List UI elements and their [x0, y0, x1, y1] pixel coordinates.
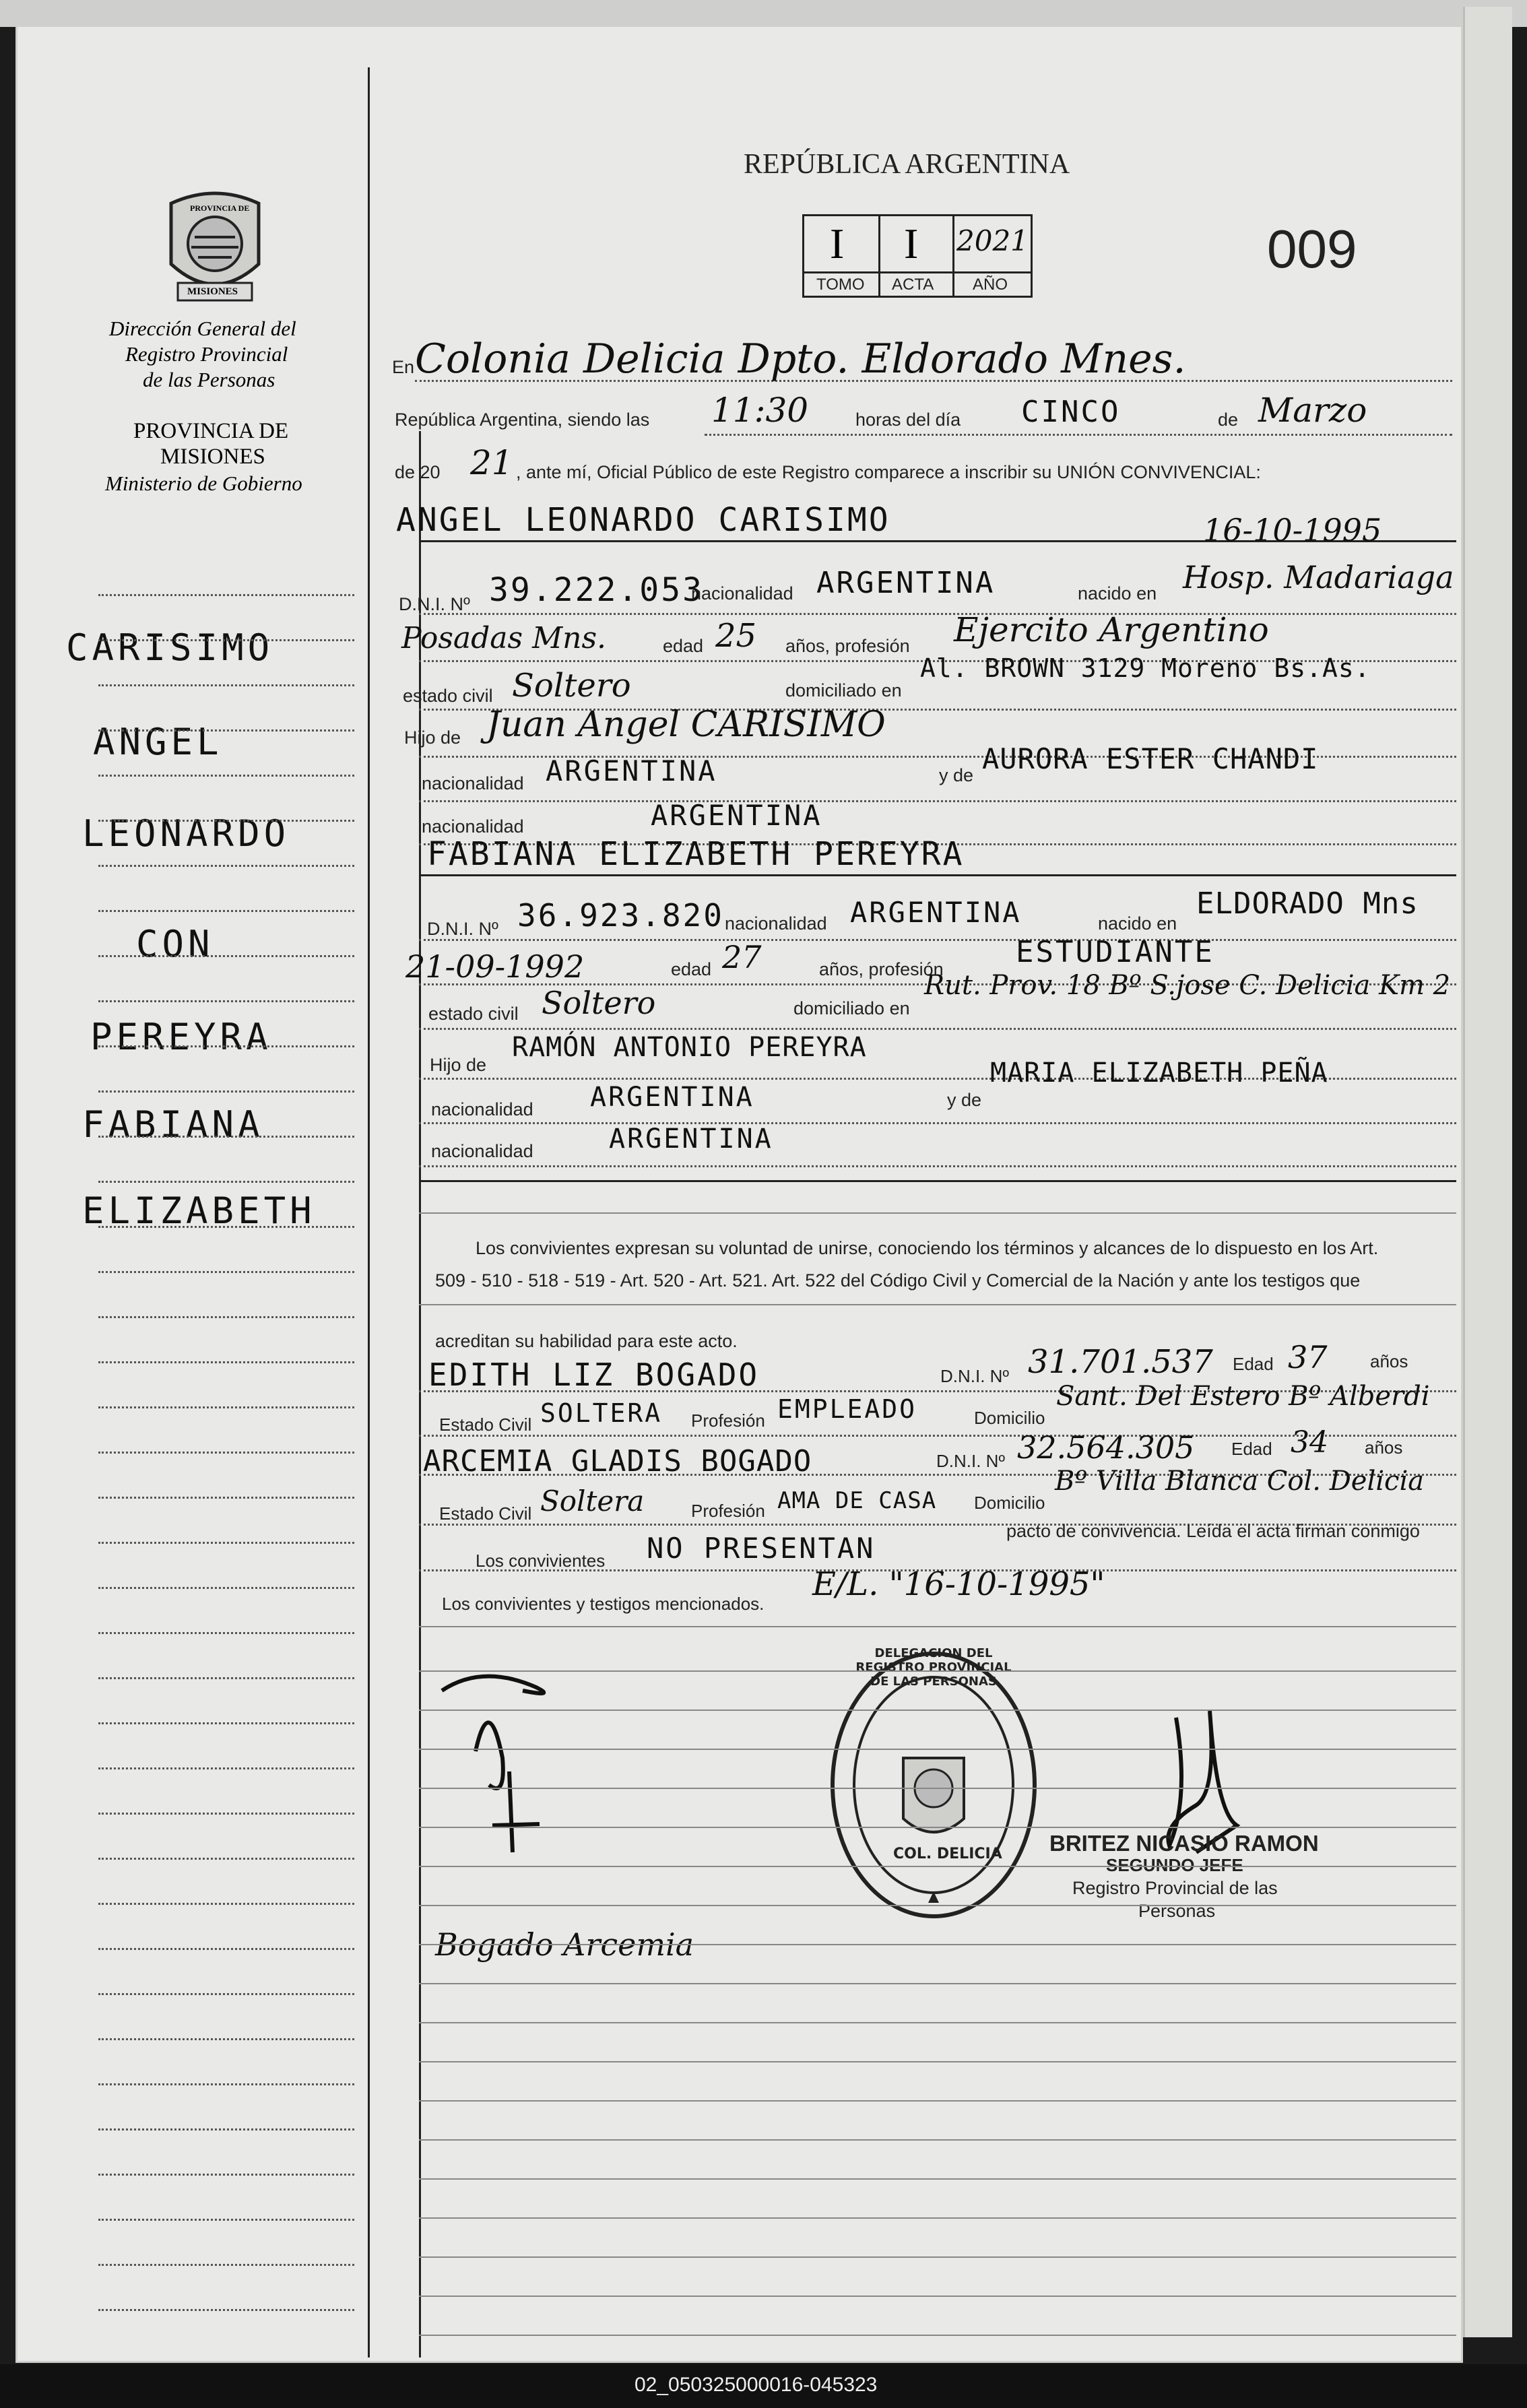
margin-line: [98, 1948, 354, 1950]
margin-note: FABIANA: [82, 1103, 264, 1146]
p2-y-de-label: y de: [947, 1090, 982, 1110]
official-office-2: Personas: [1138, 1901, 1216, 1921]
p2-hijo-label: Hijo de: [430, 1055, 487, 1075]
delegation-stamp: [819, 1644, 1048, 1926]
signature-line: [419, 1866, 1456, 1867]
w2-dni-value: 32.564.305: [1017, 1429, 1195, 1466]
province-line-1: PROVINCIA DE: [133, 419, 289, 443]
crest-top-text: PROVINCIA DE: [190, 203, 250, 213]
closing-line-2: [419, 1626, 1456, 1627]
p2-mother-nac-label: nacionalidad: [431, 1141, 533, 1161]
margin-line: [98, 1632, 354, 1634]
p1-age-value: 25: [715, 617, 757, 655]
intro-line-2: [705, 434, 1452, 436]
stamp-ring-text: DELEGACION DEL REGISTRO PROVINCIAL DE LAS PERSONAS: [855, 1646, 1012, 1689]
margin-line: [98, 1767, 354, 1769]
signature-line: [419, 2061, 1456, 2062]
legal-line-2: 509 - 510 - 518 - 519 - Art. 520 - Art. 521. Art. 522 del Código Civil y Comercial de la Nación y ante los testigos que: [435, 1270, 1361, 1291]
margin-line: [98, 1271, 354, 1273]
p1-father-nac-value: ARGENTINA: [546, 754, 717, 787]
p1-born-place-2: Posadas Mns.: [401, 621, 607, 655]
margin-line: [98, 2219, 354, 2221]
pact-value: NO PRESENTAN: [647, 1532, 876, 1565]
anio-value: 2021: [956, 224, 1029, 257]
official-name: BRITEZ NICASIO RAMON: [1049, 1831, 1319, 1856]
p2-dni-value: 36.923.820: [517, 897, 724, 934]
ministry-line: Ministerio de Gobierno: [105, 471, 302, 495]
signature-line: [419, 1710, 1456, 1711]
w1-anos-label: años: [1370, 1351, 1408, 1371]
p1-mother-value: AURORA ESTER CHANDI: [982, 742, 1319, 775]
margin-line: [98, 729, 354, 731]
w1-dni-label: D.N.I. Nº: [940, 1366, 1009, 1386]
p1-y-de-label: y de: [939, 765, 974, 785]
signature-line: [419, 1905, 1456, 1906]
signature-line: [419, 2022, 1456, 2023]
margin-line: [98, 1858, 354, 1860]
w2-dni-label: D.N.I. Nº: [936, 1451, 1005, 1471]
p2-age-value: 27: [722, 939, 762, 975]
person1-name: ANGEL LEONARDO CARISIMO: [396, 501, 890, 539]
witness2-name: ARCEMIA GLADIS BOGADO: [423, 1444, 812, 1478]
w2-anos-label: años: [1365, 1437, 1403, 1458]
p1-father-nac-label: nacionalidad: [422, 773, 524, 793]
firman-label: Los convivientes y testigos mencionados.: [442, 1594, 765, 1614]
de-label: de: [1218, 410, 1239, 430]
p2-father-nac-label: nacionalidad: [431, 1099, 533, 1119]
margin-line: [98, 1903, 354, 1905]
p1-nac-label: nacionalidad: [691, 583, 793, 604]
w1-civil-value: SOLTERA: [540, 1398, 663, 1428]
margin-line: [98, 2174, 354, 2176]
w1-prof-label: Profesión: [691, 1410, 765, 1431]
w1-civil-label: Estado Civil: [439, 1414, 532, 1435]
p1-mother-nac-label: nacionalidad: [422, 816, 524, 837]
margin-line: [98, 1993, 354, 1995]
p1-father-value: Juan Angel CARISIMO: [486, 705, 886, 745]
anio-label: AÑO: [973, 275, 1008, 294]
pact-text: pacto de convivencia. Leída el acta firman conmigo: [1006, 1521, 1420, 1541]
left-column-rule: [368, 67, 370, 2357]
margin-line: [98, 639, 354, 641]
margin-line: [98, 955, 354, 957]
p2-mother-value: MARIA ELIZABETH PEÑA: [990, 1057, 1328, 1088]
margin-note: CON: [136, 923, 214, 965]
p2-born-place: ELDORADO Mns: [1196, 886, 1419, 921]
w2-dom-value: Bº Villa Blanca Col. Delicia: [1055, 1466, 1425, 1497]
w2-civil-value: Soltera: [540, 1485, 645, 1518]
margin-note: ANGEL: [93, 721, 223, 763]
signature-line: [419, 2217, 1456, 2219]
p1-hijo-label: Hijo de: [404, 727, 461, 748]
scan-footer: [0, 2364, 1527, 2408]
p1-prof-label: años, profesión: [785, 636, 910, 656]
agency-line-2: Registro Provincial: [125, 342, 288, 366]
w1-dom-label: Domicilio: [974, 1408, 1045, 1428]
hours-label: horas del día: [855, 410, 961, 430]
agency-line-1: Dirección General del: [109, 317, 296, 340]
margin-line: [98, 1406, 354, 1408]
w1-dni-value: 31.701.537: [1028, 1343, 1213, 1381]
acta-value: I: [904, 220, 919, 267]
p1-born-label: nacido en: [1078, 583, 1157, 604]
file-id: 02_050325000016-045323: [635, 2374, 878, 2396]
signature-line: [419, 2100, 1456, 2102]
signature-line: [419, 1983, 1456, 1984]
person2-end-divider: [419, 1180, 1456, 1182]
p2-dni-label: D.N.I. Nº: [427, 919, 498, 939]
margin-line: [98, 865, 354, 867]
margin-line: [98, 1136, 354, 1138]
p1-nac-value: ARGENTINA: [816, 566, 996, 600]
province-crest-icon: [158, 183, 272, 311]
country-heading: REPÚBLICA ARGENTINA: [744, 149, 1070, 180]
p2-nac-value: ARGENTINA: [850, 896, 1022, 929]
signature-mark-1: [422, 1650, 597, 1866]
conv-label: Los convivientes: [476, 1551, 606, 1571]
person2-name: FABIANA ELIZABETH PEREYRA: [427, 835, 965, 873]
person2-divider: [419, 874, 1456, 876]
p1-civil-value: Soltero: [512, 667, 631, 705]
p1-age-label: edad: [663, 636, 704, 656]
correction-note: E/L. "16-10-1995": [812, 1565, 1105, 1603]
signature-line: [419, 2296, 1456, 2297]
crest-bottom-text: MISIONES: [187, 286, 238, 297]
p2-born-date: 21-09-1992: [405, 948, 585, 985]
margin-line: [98, 684, 354, 686]
signature-line: [419, 2139, 1456, 2141]
margin-note: CARISIMO: [66, 626, 274, 669]
margin-line: [98, 775, 354, 777]
margin-line: [98, 594, 354, 596]
w2-civil-label: Estado Civil: [439, 1503, 532, 1524]
w1-prof-value: EMPLEADO: [777, 1394, 917, 1424]
republic-label: República Argentina, siendo las: [395, 410, 650, 430]
margin-line: [98, 1226, 354, 1228]
p2-line-5: [419, 1122, 1456, 1124]
legal-rule-1: [419, 1304, 1456, 1305]
agency-line-3: de las Personas: [143, 368, 275, 391]
legal-top-rule: [419, 1212, 1456, 1214]
margin-line: [98, 1181, 354, 1183]
p2-line-1: [419, 939, 1456, 941]
p1-born-place: Hosp. Madariaga: [1183, 559, 1454, 595]
year-prefix: de 20: [395, 462, 441, 482]
stamp-center-text: COL. DELICIA: [893, 1846, 1002, 1862]
record-number: 009: [1267, 219, 1357, 279]
signature-line: [419, 2178, 1456, 2180]
margin-line: [98, 2128, 354, 2130]
p2-nac-label: nacionalidad: [725, 913, 827, 934]
tomo-label: TOMO: [816, 275, 865, 294]
signature-line: [419, 2335, 1456, 2336]
p1-line-5: [419, 800, 1456, 802]
p2-father-value: RAMÓN ANTONIO PEREYRA: [512, 1032, 867, 1063]
w1-age-value: 37: [1288, 1339, 1328, 1375]
p2-civil-value: Soltero: [542, 985, 656, 1021]
official-office-1: Registro Provincial de las: [1072, 1878, 1278, 1898]
p1-dni-label: D.N.I. Nº: [399, 594, 470, 614]
compare-text: , ante mí, Oficial Público de este Registro comparece a inscribir su UNIÓN CONVIVENCIAL:: [516, 462, 1261, 482]
p2-line-3: [419, 1028, 1456, 1030]
margin-line: [98, 2264, 354, 2266]
signature-line: [419, 1670, 1456, 1672]
p1-dom-value: Al. BROWN 3129 Moreno Bs.As.: [920, 653, 1371, 683]
p2-prof-value: ESTUDIANTE: [1016, 935, 1214, 969]
w1-dom-value: Sant. Del Estero Bº Alberdi: [1056, 1381, 1430, 1412]
margin-line: [98, 1587, 354, 1589]
margin-line: [98, 1452, 354, 1454]
witness-signature: Bogado Arcemia: [435, 1926, 694, 1963]
province-line-2: MISIONES: [160, 445, 265, 469]
margin-note: LEONARDO: [82, 812, 290, 855]
witness1-name: EDITH LIZ BOGADO: [428, 1357, 760, 1393]
p2-age-label: edad: [671, 959, 712, 979]
margin-line: [98, 2083, 354, 2085]
p2-dom-value: Rut. Prov. 18 Bº S.jose C. Delicia Km 2: [924, 970, 1451, 1001]
margin-line: [98, 1677, 354, 1679]
w2-age-value: 34: [1291, 1425, 1328, 1460]
en-label: En: [392, 357, 415, 377]
p2-prof-label: años, profesión: [819, 959, 944, 979]
p1-dom-label: domiciliado en: [785, 680, 902, 701]
p2-line-6: [419, 1165, 1456, 1167]
scan-background-top: [0, 0, 1527, 27]
p2-mother-nac-value: ARGENTINA: [609, 1124, 773, 1154]
p2-born-label: nacido en: [1098, 913, 1177, 934]
page-edge: [1463, 7, 1512, 2337]
p1-born-date: 16-10-1995: [1203, 512, 1382, 548]
w2-prof-value: AMA DE CASA: [777, 1487, 937, 1514]
p1-line-1: [419, 613, 1456, 615]
w2-prof-label: Profesión: [691, 1501, 765, 1521]
acta-label: ACTA: [892, 275, 934, 294]
signature-line: [419, 1827, 1456, 1828]
tomo-value: I: [830, 220, 845, 267]
w2-edad-label: Edad: [1231, 1439, 1272, 1459]
legal-line-3: acreditan su habilidad para este acto.: [435, 1331, 738, 1351]
signature-line: [419, 1749, 1456, 1750]
margin-note: PEREYRA: [90, 1016, 272, 1058]
margin-line: [98, 1722, 354, 1724]
margin-line: [98, 1813, 354, 1815]
year-value: 21: [470, 443, 513, 482]
p1-mother-nac-value: ARGENTINA: [651, 799, 822, 832]
margin-line: [98, 1361, 354, 1363]
day-value: CINCO: [1021, 395, 1121, 429]
w2-dom-label: Domicilio: [974, 1493, 1045, 1513]
p2-father-nac-value: ARGENTINA: [590, 1082, 754, 1113]
margin-line: [98, 820, 354, 822]
place-value: Colonia Delicia Dpto. Eldorado Mnes.: [415, 335, 1186, 383]
legal-line-1: Los convivientes expresan su voluntad de unirse, conociendo los términos y alcances de lo dispuesto en los Art.: [476, 1238, 1379, 1258]
p1-civil-label: estado civil: [403, 686, 493, 706]
margin-line: [98, 1542, 354, 1544]
margin-line: [98, 2309, 354, 2311]
w1-edad-label: Edad: [1233, 1354, 1274, 1374]
p2-dom-label: domiciliado en: [793, 998, 910, 1018]
margin-line: [98, 1091, 354, 1093]
month-value: Marzo: [1258, 391, 1367, 430]
margin-line: [98, 2038, 354, 2040]
inner-column-rule: [419, 431, 421, 2357]
margin-line: [98, 1000, 354, 1002]
official-title: SEGUNDO JEFE: [1106, 1855, 1243, 1875]
margin-line: [98, 1497, 354, 1499]
margin-line: [98, 1316, 354, 1318]
margin-line: [98, 910, 354, 912]
signature-line: [419, 2256, 1456, 2258]
p1-prof-value: Ejercito Argentino: [954, 610, 1269, 649]
p1-dni-value: 39.222.053: [489, 571, 704, 609]
tomo-acta-anio-box: [802, 214, 1033, 298]
margin-note: ELIZABETH: [82, 1190, 316, 1232]
registry-form-sheet: [18, 27, 1461, 2361]
signature-line: [419, 1788, 1456, 1789]
p2-civil-label: estado civil: [428, 1004, 519, 1024]
signature-line: [419, 1944, 1456, 1945]
margin-line: [98, 1045, 354, 1047]
time-value: 11:30: [711, 391, 809, 430]
